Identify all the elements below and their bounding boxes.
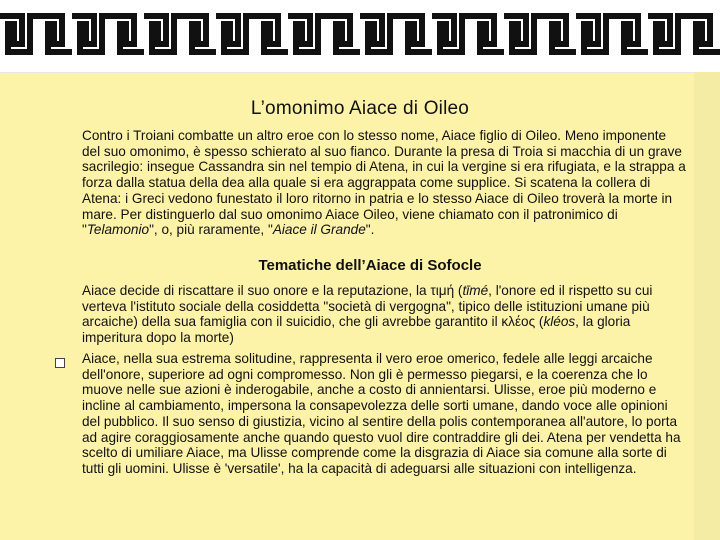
paragraph-omonimo-italic-1: Telamonio: [86, 222, 150, 238]
paragraph-riscatto-text-2: , l'onore ed il rispetto su cui verteva l'istituto sociale della cosiddetta "società di vergogna", tipico delle istituzioni umane più arcaiche) della sua famiglia con il suicidio, che gli avrebbe garantito il κλέος (: [82, 283, 653, 330]
paragraph-riscatto-text-1: Aiace decide di riscattare il suo onore e la reputazione, la τιμή (: [82, 283, 463, 298]
paragraph-omonimo-italic-2: Aiace il Grande: [272, 222, 366, 238]
paragraph-riscatto-text-3: , la gloria imperitura dopo la morte): [82, 314, 631, 346]
paragraph-riscatto-italic-1: tīmé: [462, 283, 489, 298]
paragraph-riscatto-italic-2: kléos: [543, 314, 576, 330]
paragraph-riscatto: [82, 283, 686, 346]
right-edge-strip: [694, 72, 720, 540]
section-subtitle: Tematiche dell’Aiace di Sofocle: [258, 257, 482, 274]
greek-key-banner: [0, 0, 720, 73]
bullet-square-icon: [55, 358, 65, 368]
paragraph-eroe-omerico: Aiace, nella sua estrema solitudine, rappresenta il vero eroe omerico, fedele alle leggi arcaiche dell'onore, superiore ad ogni compromesso. Non gli è permesso piegarsi, e la coerenza che lo muove nelle sue azioni è inderogabile, anche a costo di annientarsi. Ulisse, eroe più moderno e incline al cambiamento, impersona la consapevolezza delle sorti umane, dando voce alle opinioni del pubblico. Il suo senso di giustizia, vicino al sentire della polis contemporanea all'autore, lo porta ad agire coraggiosamente anche quando questo vuol dire contraddire gli dei. Atena per vendetta ha scelto di umiliare Aiace, ma Ulisse comprende come la disgrazia di Aiace sia comune alla sorte di tutti gli uomini. Ulisse è 'versatile', ha la capacità di adeguarsi alle situazioni con intelligenza.: [82, 351, 681, 476]
page-title: L’omonimo Aiace di Oileo: [250, 98, 470, 119]
paragraph-omonimo-text-1: Contro i Troiani combatte un altro eroe con lo stesso nome, Aiace figlio di Oileo. Meno imponente del suo omonimo, è spesso schierato al suo fianco. Durante la presa di Troia si macchia di un grave sacrilegio: insegue Cassandra sin nel tempio di Atena, in cui la vergine si era rifugiata, e la strappa a forza dalla statua della dea alla quale si era aggrappata come supplice. Si scatena la collera di Atena: i Greci vedono funestato il loro ritorno in patria e lo stesso Aiace di Oileo troverà la morte in mare. Per distinguerlo dal suo omonimo Aiace Oileo, viene chiamato con il patronimico di ": [82, 128, 686, 238]
paragraph-omonimo-text-3: ".: [365, 222, 375, 238]
paragraph-omonimo-text-2: ", o, più raramente, ": [149, 222, 273, 238]
meander-pattern: [0, 0, 720, 72]
paragraph-omonimo: [82, 128, 686, 238]
